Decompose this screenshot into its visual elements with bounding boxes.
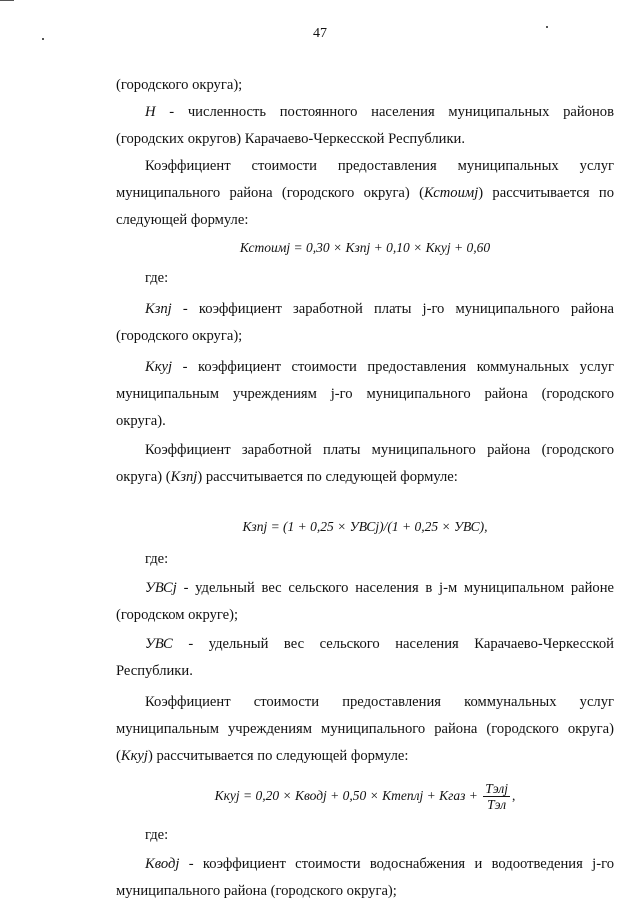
paragraph-text: - коэффициент стоимости предоставления коммунальных услуг муниципальным учреждениям j-го муниципального района (городского округа). <box>116 359 614 429</box>
paragraph <box>116 631 614 685</box>
document-body <box>116 70 614 905</box>
paragraph <box>116 99 614 153</box>
page-number: 47 <box>313 26 327 41</box>
variable: Кзпj <box>170 469 198 485</box>
paragraph-text: - коэффициент стоимости водоснабжения и водоотведения j-го муниципального района (городского округа); <box>116 856 614 899</box>
paragraph <box>116 689 614 770</box>
formula-k-zp: Кзпj = (1 + 0,25 × УВСj)/(1 + 0,25 × УВС), <box>242 519 488 534</box>
paragraph-text: Коэффициент стоимости предоставления муниципальных услуг муниципального района (городского округа) ( <box>116 158 614 201</box>
paragraph-text: - удельный вес сельского населения в j-м муниципальном районе (городском округе); <box>116 580 614 623</box>
paragraph-text: Коэффициент стоимости предоставления коммунальных услуг муниципальным учреждениям муниципального района (городского округа) ( <box>116 694 614 764</box>
paragraph-text: ) рассчитывается по следующей формуле: <box>197 469 458 485</box>
where-label: где: <box>145 827 169 843</box>
where-label: где: <box>145 551 169 567</box>
variable: Кзпj <box>145 301 172 317</box>
variable: Ккуj <box>120 748 148 764</box>
fraction <box>483 781 510 812</box>
formula-main: Ккуj = 0,20 × Кводj + 0,50 × Ктеплj + Кгаз + <box>214 788 482 803</box>
paragraph-text: ) рассчитывается по следующей формуле: <box>116 185 614 228</box>
formula-tail: , <box>511 788 516 803</box>
paragraph-text: - удельный вес сельского населения Карачаево-Черкесской Республики. <box>116 636 614 679</box>
paragraph <box>116 354 614 435</box>
formula-k-stoim: Кстоимj = 0,30 × Кзпj + 0,10 × Ккуj + 0,60 <box>239 240 491 255</box>
paragraph <box>116 437 614 491</box>
paragraph: (городского округа); <box>116 77 243 93</box>
fraction-numerator: Тэлj <box>485 781 508 797</box>
paragraph <box>116 153 614 234</box>
paragraph-text: - коэффициент заработной платы j-го муниципального района (городского округа); <box>116 301 614 344</box>
variable: Н <box>145 104 156 120</box>
paragraph-text: Коэффициент заработной платы муниципального района (городского округа) ( <box>116 442 614 485</box>
fraction-denominator: Тэл <box>487 797 507 813</box>
variable: Кстоимj <box>423 185 479 201</box>
scan-speck <box>0 0 14 1</box>
where-label: где: <box>145 270 169 286</box>
formula-k-ku <box>116 776 614 816</box>
variable: УВС <box>145 636 173 652</box>
paragraph-text: ) рассчитывается по следующей формуле: <box>147 748 409 764</box>
paragraph-text: - численность постоянного населения муниципальных районов (городских округов) Карачаево-Черкесской Республики. <box>116 104 614 147</box>
paragraph <box>116 851 614 905</box>
paragraph <box>116 575 614 629</box>
paragraph <box>116 296 614 350</box>
variable: Ккуj <box>145 359 173 375</box>
variable: УВСj <box>145 580 177 596</box>
variable: Кводj <box>145 856 180 872</box>
